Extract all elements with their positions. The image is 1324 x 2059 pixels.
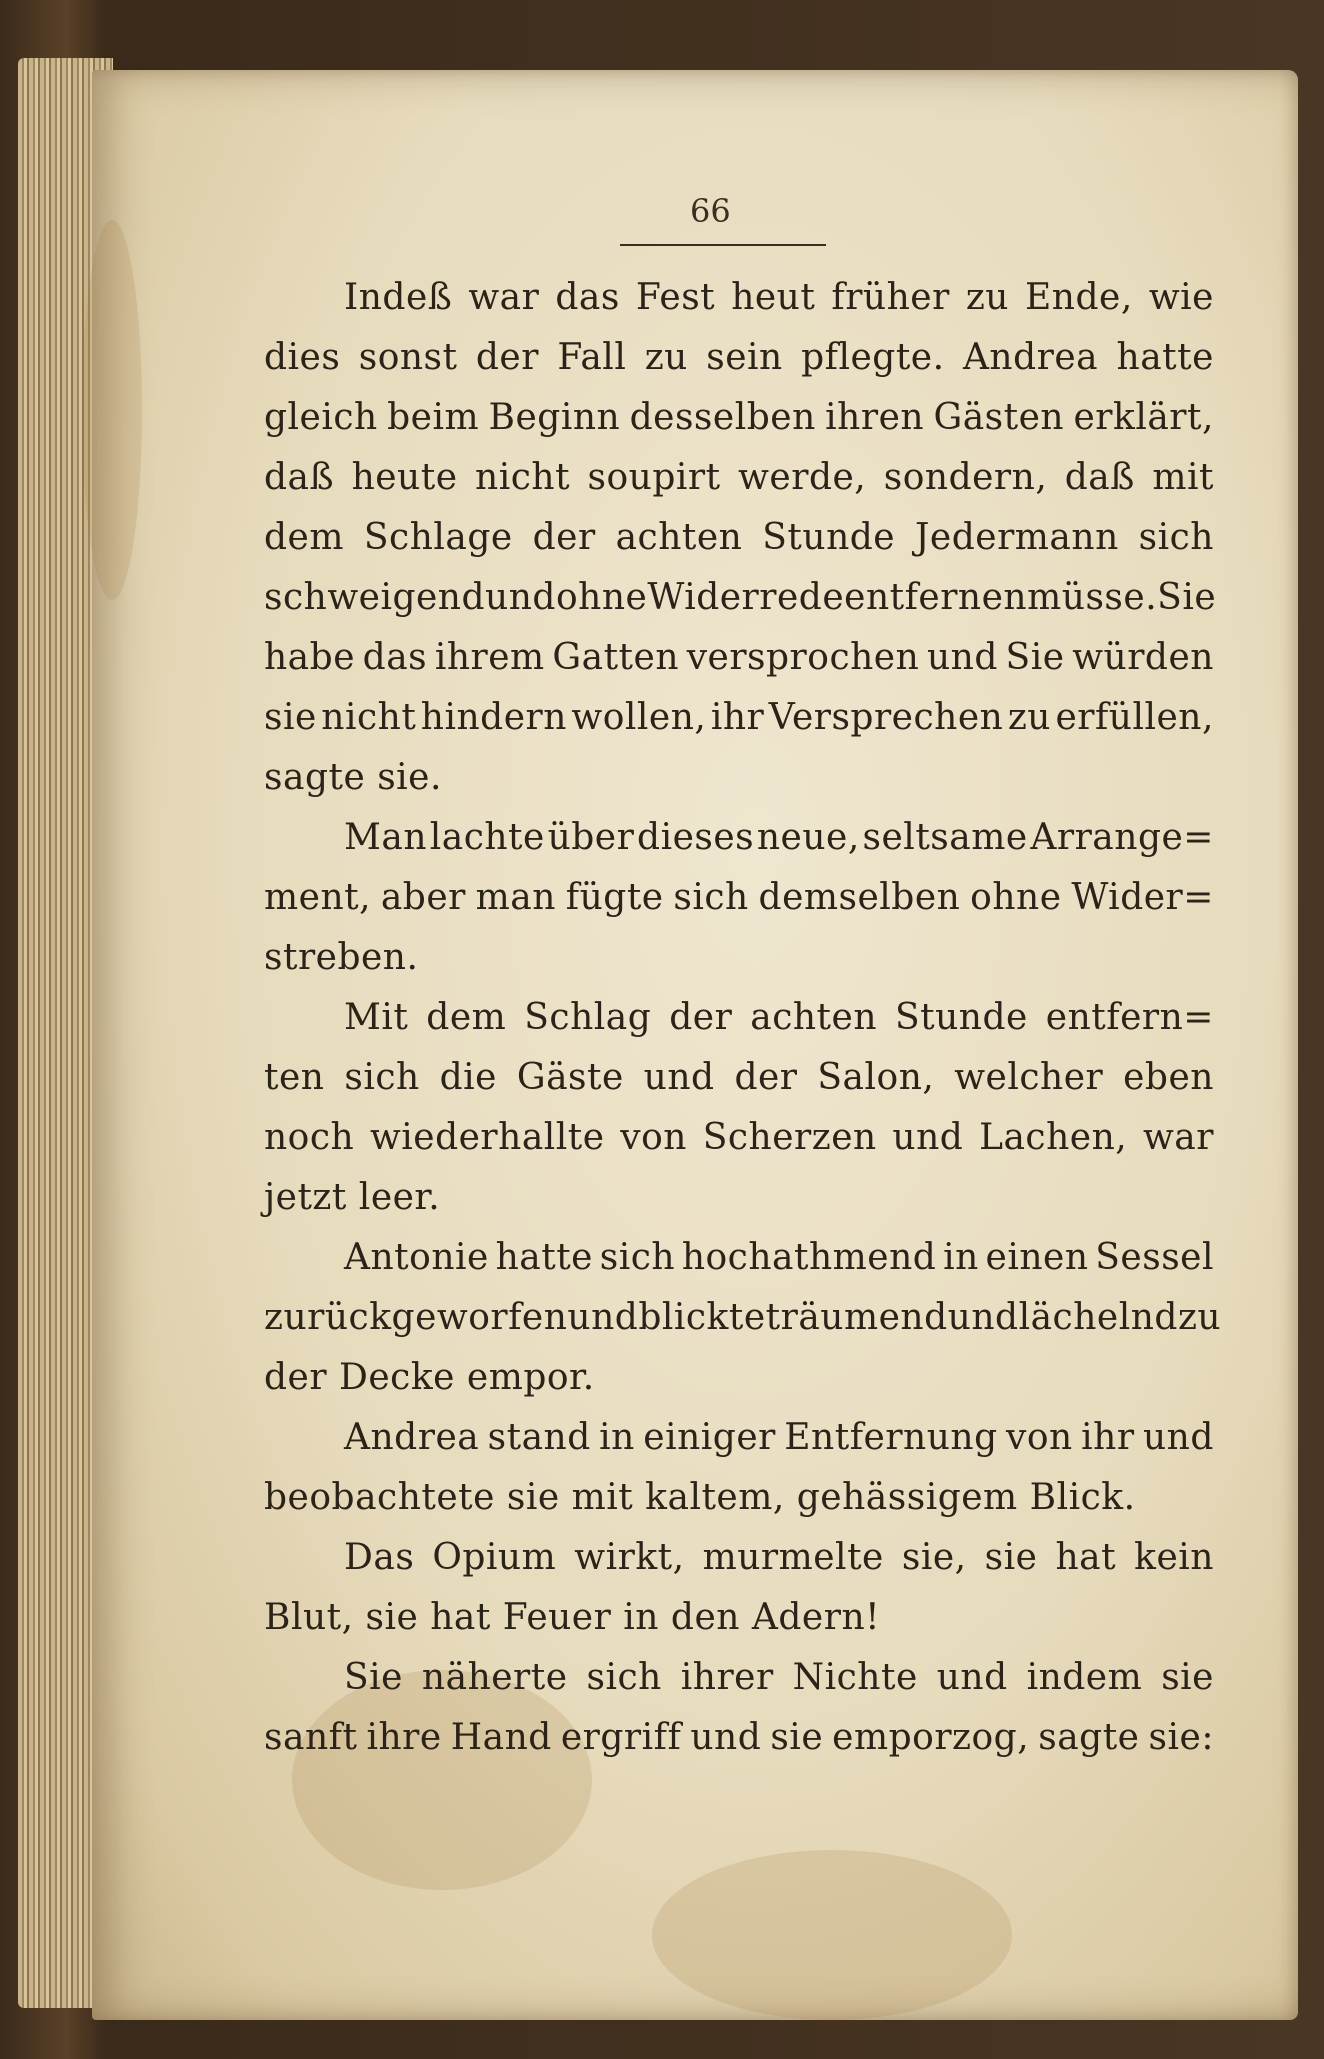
header-rule bbox=[620, 244, 826, 246]
text-line: ten sich die Gäste und der Salon, welcher eben bbox=[264, 1057, 1214, 1098]
text-line: sie nicht hindern wollen, ihr Versprechen zu erfüllen, bbox=[264, 697, 1214, 738]
text-line: Antonie hatte sich hochathmend in einen Sessel bbox=[344, 1237, 1214, 1278]
text-line: der Decke empor. bbox=[264, 1357, 595, 1398]
stain bbox=[82, 220, 142, 600]
text-line: ment, aber man fügte sich demselben ohne Wider= bbox=[264, 877, 1214, 918]
text-line: habe das ihrem Gatten versprochen und Sie würden bbox=[264, 637, 1214, 678]
text-line: daß heute nicht soupirt werde, sondern, daß mit bbox=[264, 457, 1214, 498]
text-line: streben. bbox=[264, 937, 419, 978]
text-line: Man lachte über dieses neue, seltsame Arrange= bbox=[344, 817, 1214, 858]
text-line: jetzt leer. bbox=[264, 1177, 441, 1218]
text-line: zurückgeworfen und blickte träumend und lächelnd zu bbox=[264, 1297, 1222, 1338]
text-line: Andrea stand in einiger Entfernung von ihr und bbox=[344, 1417, 1214, 1458]
text-line: sagte sie. bbox=[264, 757, 442, 798]
text-line: Das Opium wirkt, murmelte sie, sie hat kein bbox=[344, 1537, 1214, 1578]
stain bbox=[652, 1850, 1012, 2020]
text-line: Mit dem Schlag der achten Stunde entfern= bbox=[344, 997, 1214, 1038]
text-line: sanft ihre Hand ergriff und sie emporzog, sagte sie: bbox=[264, 1717, 1214, 1758]
page-number: 66 bbox=[690, 192, 731, 230]
text-line: Indeß war das Fest heut früher zu Ende, wie bbox=[344, 277, 1214, 318]
text-line: noch wiederhallte von Scherzen und Lachen, war bbox=[264, 1117, 1214, 1158]
text-line: Blut, sie hat Feuer in den Adern! bbox=[264, 1597, 881, 1638]
text-line: beobachtete sie mit kaltem, gehässigem Blick. bbox=[264, 1477, 1136, 1518]
text-line: dies sonst der Fall zu sein pflegte. Andrea hatte bbox=[264, 337, 1214, 378]
text-line: gleich beim Beginn desselben ihren Gästen erklärt, bbox=[264, 397, 1214, 438]
text-line: dem Schlage der achten Stunde Jedermann sich bbox=[264, 517, 1214, 558]
text-line: schweigend und ohne Widerrede entfernen müsse. Sie bbox=[264, 577, 1217, 618]
text-line: Sie näherte sich ihrer Nichte und indem sie bbox=[344, 1657, 1214, 1698]
